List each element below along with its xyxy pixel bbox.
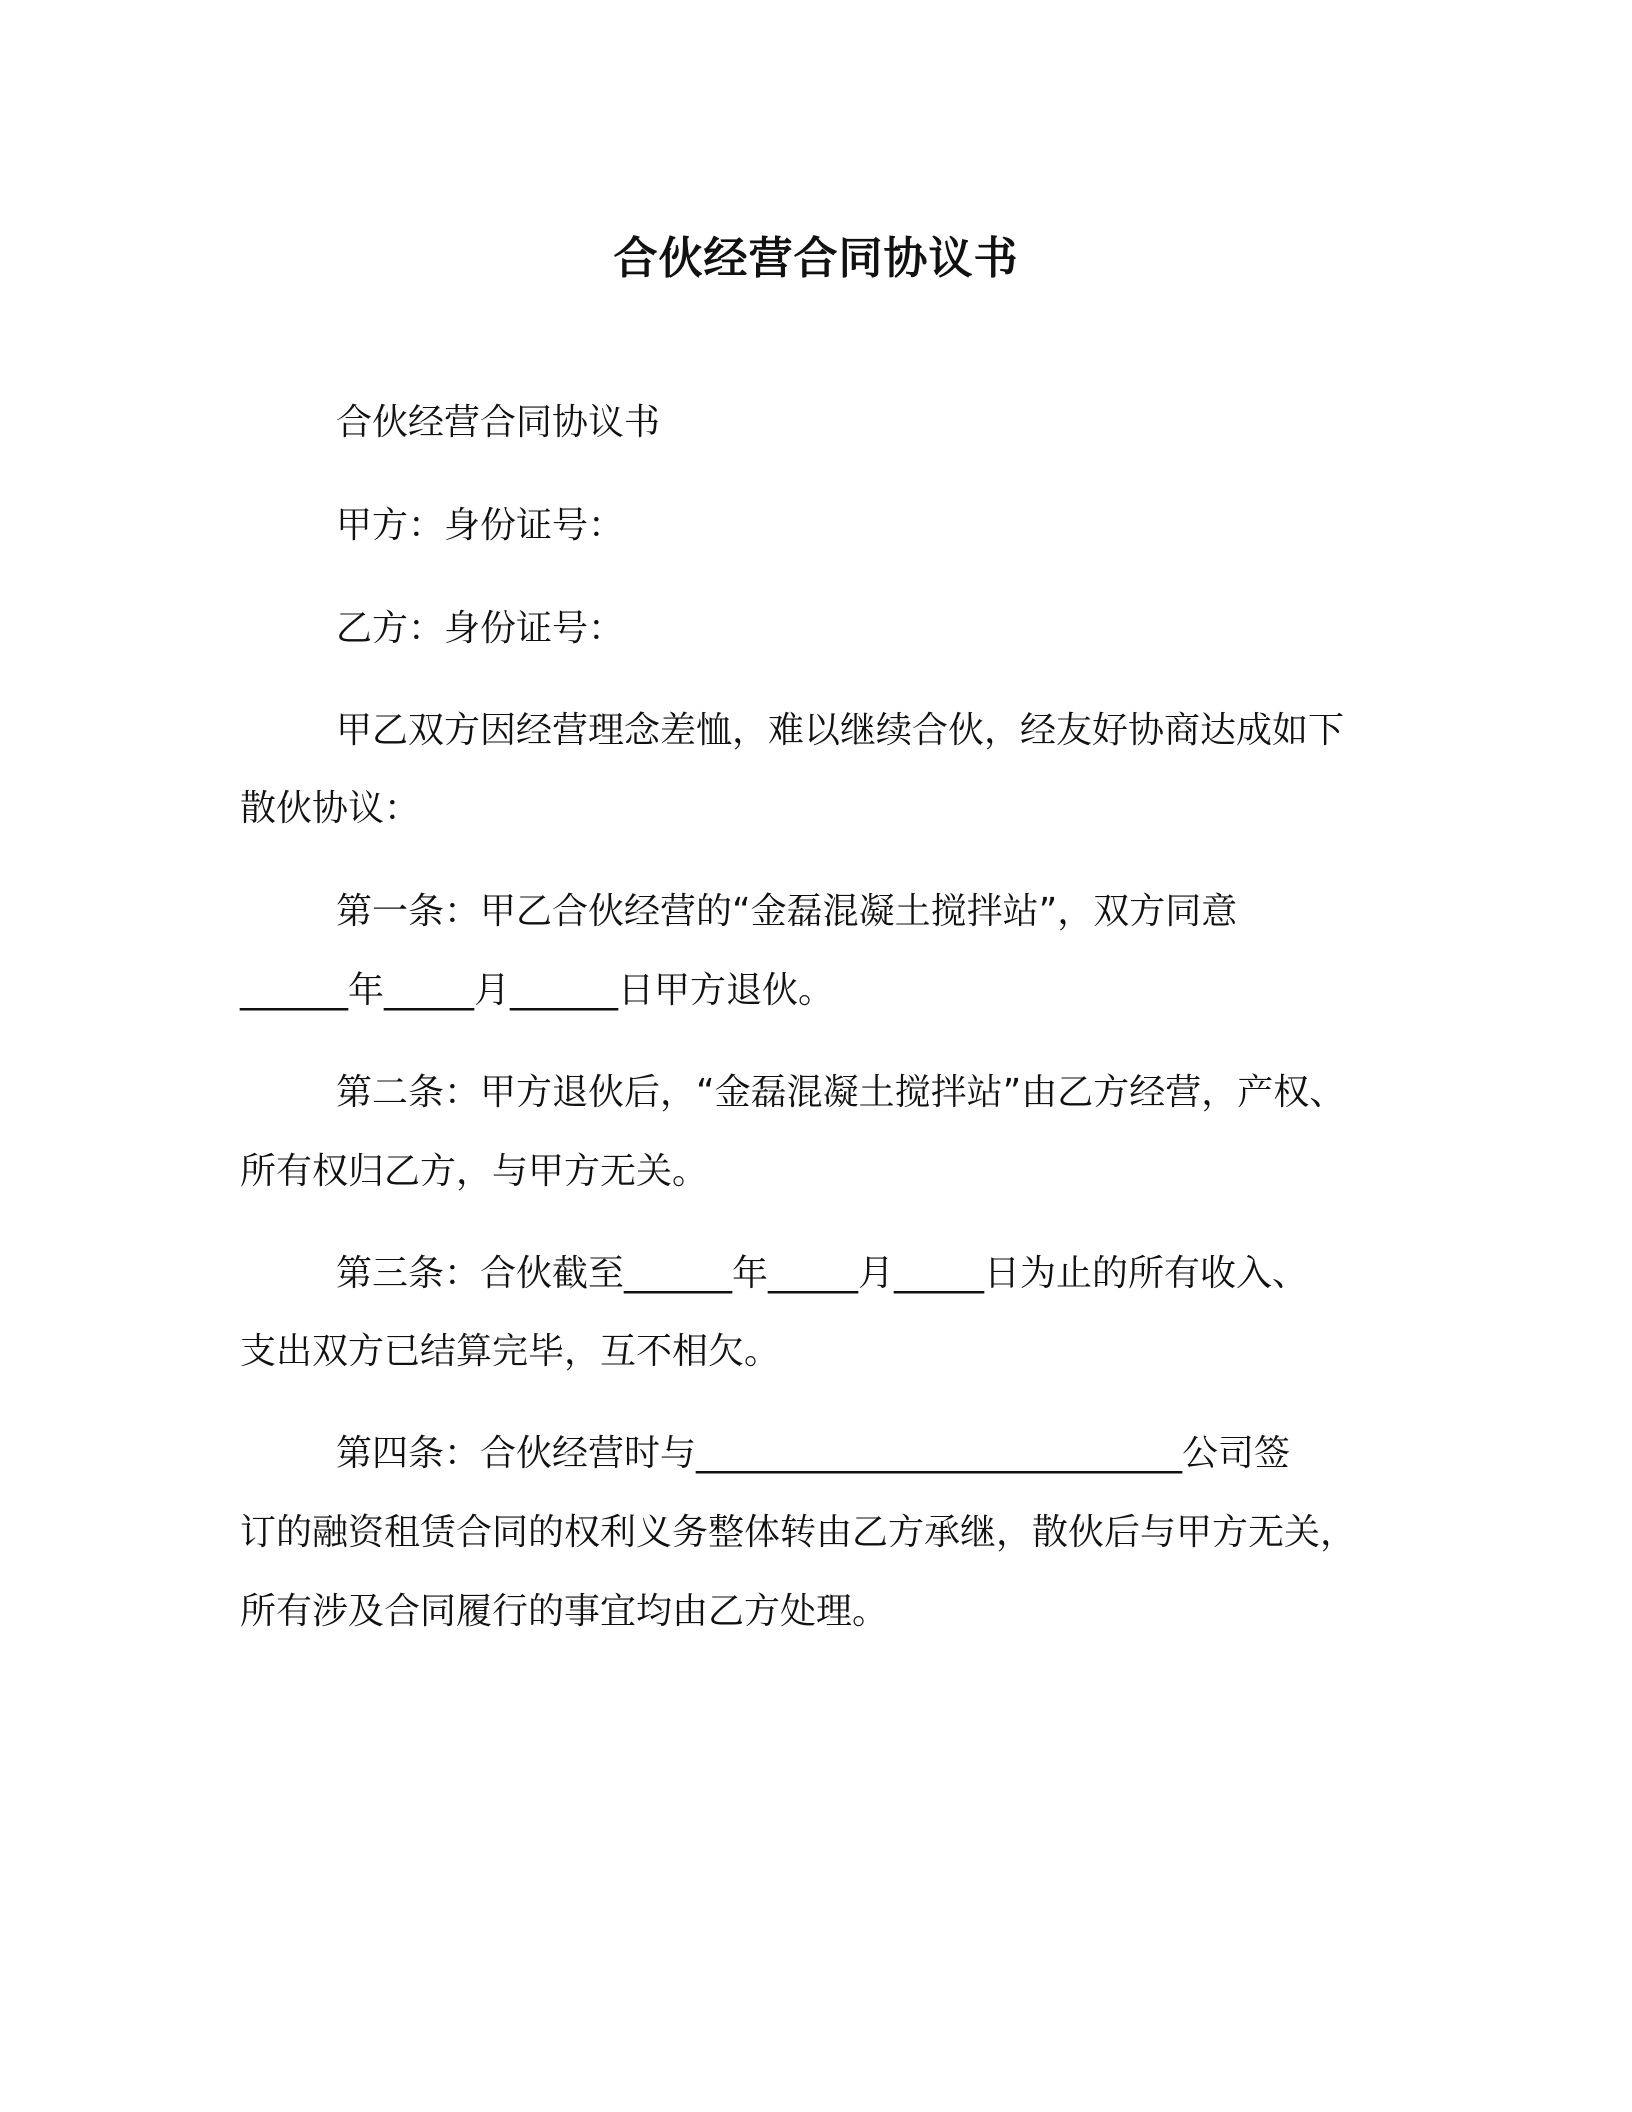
subtitle: 合伙经营合同协议书 xyxy=(336,402,661,443)
article-4-line-2: 订的融资租赁合同的权利义务整体转由乙方承继，散伙后与甲方无关， xyxy=(240,1512,1357,1553)
article-1-line-1: 第一条：甲乙合伙经营的“金磊混凝土搅拌站”，双方同意 xyxy=(336,891,1238,932)
party-b-line: 乙方：身份证号： xyxy=(336,608,625,649)
intro-line-1: 甲乙双方因经营理念差恤，难以继续合伙，经友好协商达成如下 xyxy=(336,710,1345,751)
article-3-line-2: 支出双方已结算完毕，互不相欠。 xyxy=(240,1331,781,1372)
document-title: 合伙经营合同协议书 xyxy=(613,233,1019,284)
article-2-line-2: 所有权归乙方，与甲方无关。 xyxy=(240,1151,709,1192)
article-4-line-1: 第四条：合伙经营时与___________________________公司签 xyxy=(336,1433,1291,1474)
article-3-line-1: 第三条：合伙截至______年_____月_____日为止的所有收入、 xyxy=(336,1253,1309,1294)
party-a-line: 甲方：身份证号： xyxy=(336,505,625,546)
article-2-line-1: 第二条：甲方退伙后，“金磊混凝土搅拌站”由乙方经营，产权、 xyxy=(336,1072,1346,1113)
article-1-line-2: ______年_____月______日甲方退伙。 xyxy=(240,970,835,1011)
intro-line-2: 散伙协议： xyxy=(240,788,421,829)
article-4-line-3: 所有涉及合同履行的事宜均由乙方处理。 xyxy=(240,1591,889,1632)
